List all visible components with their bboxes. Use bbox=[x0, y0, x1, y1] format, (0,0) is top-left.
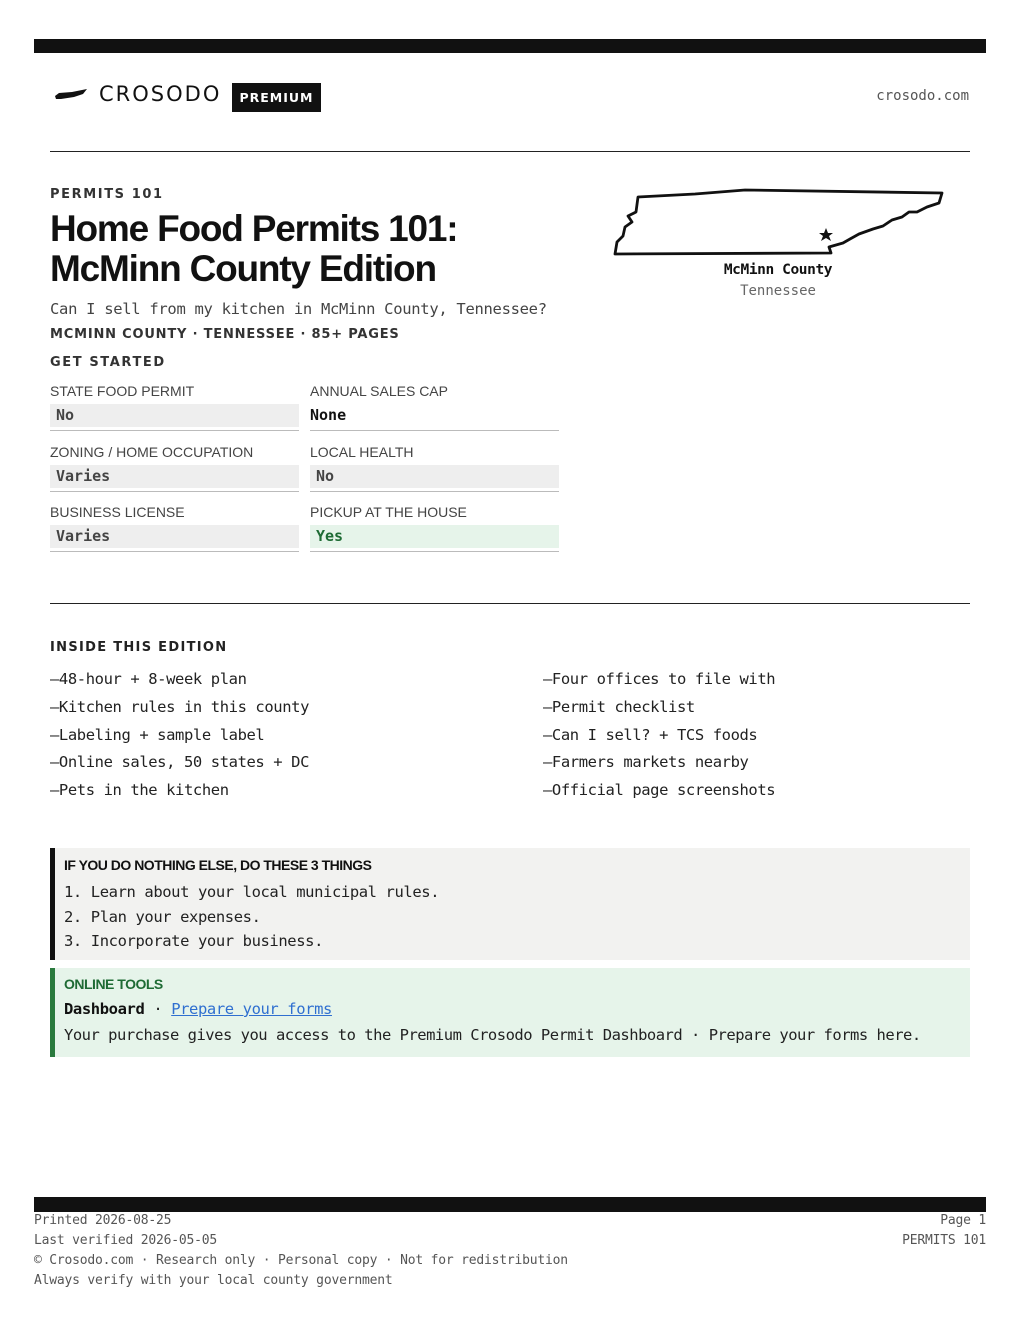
inside-edition-heading: INSIDE THIS EDITION bbox=[50, 640, 228, 655]
map-state-label: Tennessee bbox=[740, 283, 816, 299]
field-local-health bbox=[310, 444, 559, 504]
prepare-forms-link[interactable]: Prepare your forms bbox=[171, 1000, 332, 1018]
callout-item: 3. Incorporate your business. bbox=[64, 932, 324, 950]
field-label: ZONING / HOME OCCUPATION bbox=[50, 444, 254, 460]
logo-icon bbox=[54, 87, 88, 103]
callout-heading: IF YOU DO NOTHING ELSE, DO THESE 3 THINGS bbox=[64, 857, 372, 873]
county-marker-icon bbox=[819, 228, 833, 241]
top-bar bbox=[34, 39, 986, 53]
callout-list bbox=[64, 880, 439, 954]
get-started-heading: GET STARTED bbox=[50, 355, 166, 370]
toc-left bbox=[50, 666, 480, 805]
toc-item: —Permit checklist bbox=[543, 697, 695, 716]
toc-right bbox=[543, 666, 973, 805]
separator: · bbox=[144, 1000, 172, 1018]
tools-description: Your purchase gives you access to the Premium Crosodo Permit Dashboard · Prepare your forms here. bbox=[64, 1026, 921, 1044]
field-value: No bbox=[50, 404, 299, 427]
subtitle: Can I sell from my kitchen in McMinn County, Tennessee? bbox=[50, 300, 547, 318]
toc-item: —Labeling + sample label bbox=[50, 725, 265, 744]
field-value: No bbox=[310, 465, 559, 488]
toc-item: —Kitchen rules in this county bbox=[50, 697, 310, 716]
tools-link-line bbox=[64, 1000, 332, 1018]
field-value: None bbox=[310, 406, 347, 424]
toc-item: —Four offices to file with bbox=[543, 670, 776, 688]
bottom-bar bbox=[34, 1197, 986, 1212]
footer-section: PERMITS 101 bbox=[902, 1233, 986, 1248]
disclaimer: Always verify with your local county government bbox=[34, 1273, 393, 1288]
toc-item: —Can I sell? + TCS foods bbox=[543, 725, 758, 744]
copyright: © Crosodo.com · Research only · Personal copy · Not for redistribution bbox=[34, 1253, 568, 1268]
field-value: Varies bbox=[50, 525, 299, 548]
field-underline bbox=[310, 551, 559, 552]
toc-item: —48-hour + 8-week plan bbox=[50, 670, 247, 688]
three-things-callout bbox=[50, 848, 970, 960]
section-divider bbox=[50, 603, 970, 604]
site-url[interactable]: crosodo.com bbox=[876, 88, 969, 104]
field-underline bbox=[50, 430, 299, 431]
edition-meta: MCMINN COUNTY · TENNESSEE · 85+ PAGES bbox=[50, 327, 400, 342]
dashboard-label: Dashboard bbox=[64, 1000, 145, 1018]
map-county-label: McMinn County bbox=[723, 262, 833, 278]
field-state-food-permit bbox=[50, 383, 299, 443]
online-tools-box bbox=[50, 968, 970, 1057]
field-annual-sales-cap bbox=[310, 383, 559, 443]
toc-item: —Farmers markets nearby bbox=[543, 753, 749, 772]
field-underline bbox=[310, 491, 559, 492]
field-label: STATE FOOD PERMIT bbox=[50, 383, 195, 399]
toc-item: —Pets in the kitchen bbox=[50, 781, 229, 800]
field-value: Varies bbox=[50, 465, 299, 488]
field-zoning bbox=[50, 444, 299, 504]
toc-item: —Online sales, 50 states + DC bbox=[50, 753, 310, 772]
field-label: ANNUAL SALES CAP bbox=[310, 383, 448, 399]
page-number: Page 1 bbox=[940, 1213, 986, 1228]
callout-item: 2. Plan your expenses. bbox=[64, 907, 261, 926]
footer-right bbox=[902, 1211, 986, 1251]
eyebrow: PERMITS 101 bbox=[50, 187, 164, 202]
page-title: Home Food Permits 101: McMinn County Edition bbox=[50, 208, 458, 289]
brand-name: CROSODO bbox=[99, 82, 222, 106]
field-label: LOCAL HEALTH bbox=[310, 444, 414, 460]
premium-badge: PREMIUM bbox=[232, 83, 321, 112]
field-label: PICKUP AT THE HOUSE bbox=[310, 504, 467, 520]
state-map-icon bbox=[605, 182, 950, 262]
field-value: Yes bbox=[310, 525, 559, 548]
callout-item: 1. Learn about your local municipal rules. bbox=[64, 883, 440, 901]
field-underline bbox=[50, 491, 299, 492]
field-underline bbox=[310, 430, 559, 431]
field-label: BUSINESS LICENSE bbox=[50, 504, 185, 520]
verified-date: Last verified 2026-05-05 bbox=[34, 1233, 218, 1248]
footer-left bbox=[34, 1211, 568, 1291]
printed-date: Printed 2026-08-25 bbox=[34, 1213, 172, 1228]
tools-heading: ONLINE TOOLS bbox=[64, 976, 163, 992]
header bbox=[50, 78, 970, 116]
field-underline bbox=[50, 551, 299, 552]
toc-item: —Official page screenshots bbox=[543, 781, 776, 800]
field-pickup bbox=[310, 504, 559, 564]
field-business-license bbox=[50, 504, 299, 564]
header-divider bbox=[50, 151, 970, 152]
